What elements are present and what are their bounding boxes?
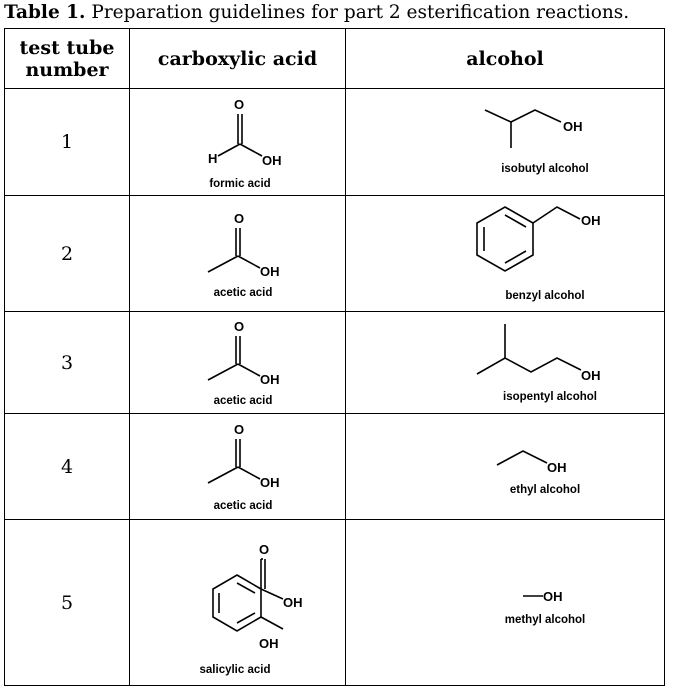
benzyl-alcohol-structure (395, 199, 615, 309)
hydroxyl-group: OH (543, 588, 563, 604)
alcohol-name: ethyl alcohol (509, 483, 581, 496)
oxygen-atom: O (233, 97, 244, 112)
alcohol-cell (346, 89, 665, 196)
hydroxyl-group: OH (581, 367, 601, 383)
table-caption (4, 2, 629, 23)
header-row (5, 29, 665, 89)
header-tube-line2: number (25, 58, 109, 81)
acid-cell (130, 89, 346, 196)
isopentyl-alcohol-structure (395, 314, 615, 412)
hydroxyl-group: OH (563, 119, 583, 134)
acid-cell (130, 312, 346, 414)
hydroxyl-group: OH (259, 263, 279, 279)
salicylic-acid-structure (133, 523, 343, 683)
alcohol-cell (346, 312, 665, 414)
alcohol-name: isobutyl alcohol (501, 163, 589, 175)
oxygen-atom: O (258, 541, 269, 557)
table-row (5, 520, 665, 686)
tube-number: 4 (5, 414, 130, 520)
table-row (5, 414, 665, 520)
tube-number: 1 (5, 89, 130, 196)
tube-number: 2 (5, 196, 130, 312)
acid-cell (130, 196, 346, 312)
acetic-acid-structure (138, 202, 338, 306)
table-caption-text: Preparation guidelines for part 2 esterification reactions. (85, 2, 630, 23)
table-row (5, 312, 665, 414)
alcohol-cell (346, 196, 665, 312)
alcohol-name: methyl alcohol (504, 613, 586, 626)
acid-name: salicylic acid (199, 663, 270, 676)
hydrogen-atom: H (207, 151, 217, 166)
alcohol-cell (346, 520, 665, 686)
hydroxyl-group: OH (259, 474, 279, 490)
tube-number: 5 (5, 520, 130, 686)
hydroxyl-group: OH (258, 635, 278, 651)
table-row (5, 196, 665, 312)
hydroxyl-group: OH (547, 459, 567, 475)
alcohol-name: benzyl alcohol (505, 289, 585, 302)
acid-cell (130, 520, 346, 686)
hydroxyl-group: OH (282, 594, 302, 610)
hydroxyl-group: OH (259, 371, 279, 387)
header-tube-line1: test tube (19, 36, 115, 59)
acid-cell (130, 414, 346, 520)
isobutyl-alcohol-structure (395, 92, 615, 192)
oxygen-atom: O (233, 318, 244, 334)
acid-name: acetic acid (213, 394, 272, 407)
methyl-alcohol-structure (395, 568, 615, 638)
oxygen-atom: O (233, 421, 244, 437)
alcohol-cell (346, 414, 665, 520)
acid-name: acetic acid (213, 286, 272, 299)
alcohol-name: isopentyl alcohol (503, 390, 597, 403)
header-carboxylic-acid: carboxylic acid (130, 29, 346, 89)
ethyl-alcohol-structure (395, 427, 615, 507)
hydroxyl-group: OH (261, 153, 281, 168)
table-caption-label: Table 1. (4, 2, 86, 23)
header-alcohol: alcohol (346, 29, 665, 89)
tube-number: 3 (5, 312, 130, 414)
formic-acid-structure (138, 92, 338, 192)
acetic-acid-structure (138, 314, 338, 412)
esterification-table (4, 28, 665, 686)
header-test-tube-number (5, 29, 130, 89)
oxygen-atom: O (233, 210, 244, 226)
table-row (5, 89, 665, 196)
acid-name: acetic acid (213, 499, 272, 512)
acid-name: formic acid (208, 178, 271, 190)
hydroxyl-group: OH (581, 212, 601, 228)
acetic-acid-structure (138, 417, 338, 517)
